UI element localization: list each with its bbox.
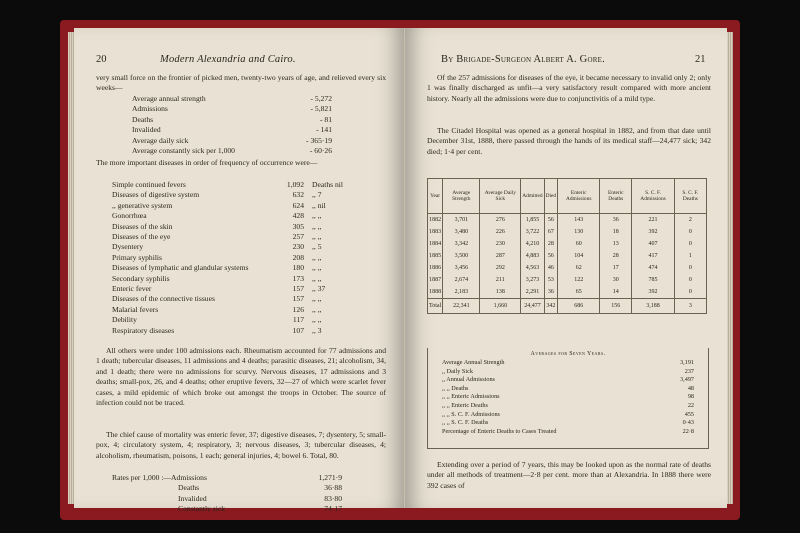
running-head: Modern Alexandria and Cairo. <box>160 54 296 65</box>
disease-row: Debility 117 ,, ,, <box>112 315 322 325</box>
disease-row: Respiratory diseases 107 ,, 3 <box>112 325 322 335</box>
stat-row: Average constantly sick per 1,000 - 60·26 <box>132 146 332 156</box>
disease-row: Diseases of lymphatic and glandular systems 180 ,, ,, <box>112 263 322 273</box>
column-header: Average Daily Sick <box>480 179 521 214</box>
column-header: Admitted <box>521 179 544 214</box>
disease-row: Simple continued fevers 1,092 Deaths nil <box>112 180 344 189</box>
intro-text: very small force on the frontier of picked men, twenty-two years of age, and relieved every six weeks— <box>96 73 386 93</box>
paragraph: The chief cause of mortality was enteric fever, 37; digestive diseases, 7; dysentery, 5; small-pox, 4; circulatory system, 4; respiratory, 3; nervous diseases, 3; tubercular diseases, 4; alcoholism, rheumatism, poisons, 1 each; general injuries, 4; bowel 6. Total, 80. <box>96 430 386 460</box>
running-head: By Brigade-Surgeon Albert A. Gore. <box>441 54 605 65</box>
average-row: ,, ,, Enteric Admissions 98 <box>442 393 694 401</box>
stats-list <box>132 94 332 156</box>
paragraph: The Citadel Hospital was opened as a general hospital in 1882, and from that date until December 31st, 1888, there passed through the hands of its medical staff—24,477 sick; 342 died; 1·4 per cent. <box>427 126 711 156</box>
average-row: Percentage of Enteric Deaths to Cases Treated 22·8 <box>442 427 694 435</box>
average-row: Average Annual Strength 3,191 <box>442 359 694 366</box>
column-header: S. C. F. Admissions <box>632 179 674 214</box>
disease-row: Diseases of the skin 305 ,, ,, <box>112 221 322 231</box>
rates-list <box>112 473 342 515</box>
paragraph: Extending over a period of 7 years, this may be looked upon as the normal rate of deaths under all methods of treatment—2·8 per cent. more than at Alexandria. In 1888 there were 392 cases of <box>427 460 711 490</box>
right-page <box>405 28 727 508</box>
diseases-list <box>112 180 352 336</box>
disease-row: Gonorrhœa 428 ,, ,, <box>112 211 322 221</box>
table-row: 1884 3,342 230 4,210 28 60 13 407 0 <box>428 238 707 250</box>
rate-row: Invalided 83·80 <box>178 493 342 503</box>
table-header-row <box>428 179 707 214</box>
stat-row: Admissions - 5,821 <box>132 104 332 114</box>
rate-row: Rates per 1,000 :—Admissions 1,271·9 <box>112 473 342 482</box>
column-header: S. C. F. Deaths <box>674 179 706 214</box>
averages-title: Averages for Seven Years. <box>530 351 606 357</box>
table-row: 1882 3,701 276 1,855 56 143 36 221 2 <box>428 214 707 227</box>
column-header: Enteric Deaths <box>600 179 632 214</box>
page-number: 20 <box>96 54 107 65</box>
stat-row: Average annual strength - 5,272 <box>132 94 332 103</box>
open-book <box>60 20 740 520</box>
column-header: Enteric Admissions <box>558 179 600 214</box>
page-number: 21 <box>695 54 706 65</box>
column-header: Average Strength <box>443 179 480 214</box>
disease-row: ,, generative system 624 ,, nil <box>112 200 326 210</box>
disease-row: Primary syphilis 208 ,, ,, <box>112 252 322 262</box>
disease-row: Diseases of the eye 257 ,, ,, <box>112 232 322 242</box>
disease-row: Enteric fever 157 ,, 37 <box>112 284 326 294</box>
averages-box <box>427 348 709 449</box>
table-row: 1888 2,183 138 2,291 36 65 14 392 0 <box>428 286 707 299</box>
table-row: 1886 3,456 292 4,563 46 62 17 474 0 <box>428 262 707 274</box>
disease-row: Dysentery 230 ,, 5 <box>112 242 322 252</box>
diseases-intro: The more important diseases in order of frequency of occurrence were— <box>96 158 318 167</box>
disease-row: Malarial fevers 126 ,, ,, <box>112 304 322 314</box>
table-row: 1885 3,500 287 4,883 56 104 28 417 1 <box>428 250 707 262</box>
disease-row: Diseases of the connective tissues 157 ,, ,, <box>112 294 322 304</box>
average-row: ,, Daily Sick 237 <box>442 367 694 375</box>
disease-row: Diseases of digestive system 632 ,, 7 <box>112 190 322 200</box>
column-header: Died <box>544 179 557 214</box>
average-row: ,, ,, S. C. F. Deaths 0·43 <box>442 419 694 427</box>
stat-row: Invalided - 141 <box>132 125 332 135</box>
paragraph: All others were under 100 admissions each. Rheumatism accounted for 77 admissions and 1 death; tubercular diseases, 11 admissions and 4 deaths; parasitic diseases, 21; alcoholism, 34, and 1 death; there were no admissions for scurvy. Nervous diseases, 17 admissions and 3 deaths; small-pox, 26, and 4 deaths; other eruptive fevers, 32—27 of which were scarlet fever cases, a mild epidemic of which broke out amongst the troops in October. The source of infection could not be traced. <box>96 346 386 408</box>
stat-row: Average daily sick - 365·19 <box>132 135 332 145</box>
average-row: ,, ,, Enteric Deaths 22 <box>442 401 694 409</box>
table-total-row: Total 22,341 1,660 24,477 342 686 156 3,188 3 <box>428 299 707 314</box>
average-row: ,, Annual Admissions 3,497 <box>442 376 694 384</box>
paragraph: Of the 257 admissions for diseases of the eye, it became necessary to invalid only 2; only 1 was finally discharged as unfit—a very satisfactory result compared with more ancient history. Nearly all the admissions were due to conjunctivitis of a mild type. <box>427 73 711 103</box>
stat-row: Deaths - 81 <box>132 114 332 124</box>
column-header: Year <box>428 179 443 214</box>
hospital-statistics-table <box>427 178 707 314</box>
disease-row: Secondary syphilis 173 ,, ,, <box>112 273 322 283</box>
average-row: ,, ,, Deaths 48 <box>442 384 694 392</box>
rate-row: Deaths 36·88 <box>178 483 342 493</box>
average-row: ,, ,, S. C. F. Admissions 455 <box>442 410 694 418</box>
left-page <box>74 28 405 514</box>
table-row: 1887 2,674 211 3,273 53 122 30 785 0 <box>428 274 707 286</box>
rate-row: Constantly sick 74·17 <box>178 504 342 514</box>
table-row: 1883 3,480 226 3,722 67 130 18 392 0 <box>428 226 707 238</box>
